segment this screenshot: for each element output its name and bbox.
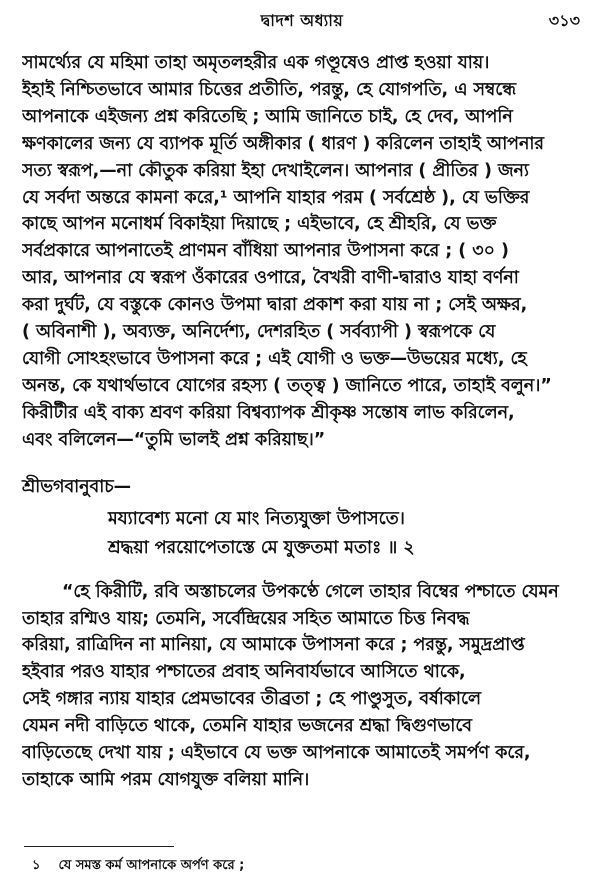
sanskrit-verse bbox=[108, 505, 582, 563]
text-line: কিরীটীর এই বাক্য শ্রবণ করিয়া বিশ্বব্যাপক শ্রীকৃষ্ণ সন্তোষ লাভ করিলেন, bbox=[22, 402, 515, 423]
footnote-marker: ১ bbox=[32, 858, 41, 873]
text-line: বাড়িতেছে দেখা যায় ; এইভাবে যে ভক্ত আপনাকে আমাতেই সমর্পণ করে, bbox=[22, 743, 531, 764]
page-number: ৩১৩ bbox=[548, 11, 580, 30]
text-line: করিয়া, রাত্রিদিন না মানিয়া, যে আমাকে উপাসনা করে ; পরন্তু, সমুদ্রপ্রাপ্ত bbox=[22, 635, 525, 656]
text-line: সেই গঙ্গার ন্যায় যাহার প্রেমভাবের তীব্রতা ; হে পাণ্ডুসুত, বর্ষাকালে bbox=[22, 689, 481, 710]
text-line: করা দুর্ঘট, যে বস্তুকে কোনও উপমা দ্বারা প্রকাশ করা যায় না ; সেই অক্ষর, bbox=[22, 295, 528, 316]
text-line: সত্য স্বরূপ,—না কৌতুক করিয়া ইহা দেখাইলেন। আপনার ( প্রীতির ) জন্য bbox=[22, 160, 529, 181]
text-line: আপনাকে এইজন্য প্রশ্ন করিতেছি ; আমি জানিতে চাই, হে দেব, আপনি bbox=[22, 106, 513, 127]
footnote-text: যে সমস্ত কর্ম আপনাকে অর্পণ করে ; bbox=[58, 858, 245, 873]
text-line: তাহার রশ্মিও যায়; তেমনি, সর্বেন্দ্রিয়ের সহিত আমাতে চিত্ত নিবদ্ধ bbox=[22, 608, 470, 629]
footnote-divider bbox=[24, 846, 174, 847]
text-line: সামর্থ্যের যে মহিমা তাহা অমৃতলহরীর এক গণ্ডূষেও প্রাপ্ত হওয়া যায়। bbox=[22, 53, 490, 73]
text-line: ইহাই নিশ্চিতভাবে আমার চিত্তের প্রতীতি, পরন্তু, হে যোগপতি, এ সম্বন্ধে bbox=[22, 79, 516, 100]
text-line: যোগী সোঽহংভাবে উপাসনা করে ; এই যোগী ও ভক্ত—উভয়ের মধ্যে, হে bbox=[22, 348, 527, 369]
text-line: আর, আপনার যে স্বরূপ ওঁকারের ওপারে, বৈখরী বাণী-দ্বারাও যাহা বর্ণনা bbox=[22, 268, 519, 289]
text-line: অনন্ত, কে যথার্থভাবে যোগের রহস্য ( তত্ত্ব ) জানিতে পারে, তাহাই বলুন।” bbox=[22, 375, 552, 396]
text-line: তাহাকে আমি পরম যোগযুক্ত বলিয়া মানি। bbox=[22, 769, 310, 790]
text-line: সর্বপ্রকারে আপনাতেই প্রাণমন বাঁধিয়া আপনার উপাসনা করে ; ( ৩০ ) bbox=[22, 241, 509, 262]
running-head: দ্বাদশ অধ্যায় bbox=[260, 11, 344, 30]
footnote bbox=[22, 856, 244, 877]
page-header bbox=[22, 0, 582, 36]
text-line: কাছে আপন মনোধর্ম বিকাইয়া দিয়াছে ; এইভাবে, হে শ্রীহরি, যে ভক্ত bbox=[22, 214, 497, 235]
text-line: এবং বলিলেন—“তুমি ভালই প্রশ্ন করিয়াছ।” bbox=[22, 429, 326, 450]
text-line: হইবার পরও যাহার পশ্চাতের প্রবাহ অনিবার্যভাবে আসিতে থাকে, bbox=[22, 662, 466, 683]
paragraph-1 bbox=[22, 50, 582, 454]
paragraph-2 bbox=[22, 579, 582, 794]
text-line: ক্ষণকালের জন্য যে ব্যাপক মূর্তি অঙ্গীকার ( ধারণ ) করিলেন তাহাই আপনার bbox=[22, 133, 544, 154]
text-line: যেমন নদী বাড়িতে থাকে, তেমনি যাহার ভজনের শ্রদ্ধা দ্বিগুণভাবে bbox=[22, 716, 472, 737]
text-line: “হে কিরীটি, রবি অস্তাচলের উপকণ্ঠে গেলে তাহার বিম্বের পশ্চাতে যেমন bbox=[62, 581, 559, 602]
verse-line: ময্যাবেশ্য মনো যে মাং নিত্যযুক্তা উপাসতে। bbox=[108, 508, 405, 529]
text-line: যে সর্বদা অন্তরে কামনা করে,¹ আপনি যাহার পরম ( সর্বশ্রেষ্ঠ ), যে ভক্তির bbox=[22, 187, 530, 208]
speaker-heading: শ্রীভগবানুবাচ— bbox=[22, 476, 132, 497]
verse-line: শ্রদ্ধয়া পরয়োপেতাস্তে মে যুক্ততমা মতাঃ ॥ ২ bbox=[108, 537, 415, 558]
text-line: ( অবিনাশী ), অব্যক্ত, অনির্দেশ্য, দেশরহিত ( সর্বব্যাপী ) স্বরূপকে যে bbox=[22, 322, 496, 343]
